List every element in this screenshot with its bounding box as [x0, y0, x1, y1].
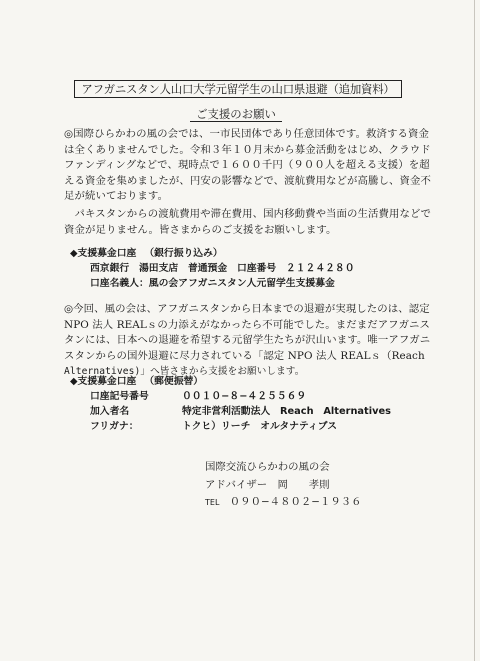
- tel-number: ０９０−４８０２−１９３６: [229, 496, 362, 508]
- postal-transfer-section: [70, 374, 410, 434]
- intro-line: ◎国際ひらかわの風の会では、一市民団体であり任意団体です。救済する資金: [64, 128, 430, 140]
- reach-line: ◎今回、風の会は、アフガニスタンから日本までの退避が実現したのは、認定: [64, 303, 430, 315]
- postal-kana-label: フリガナ：: [90, 421, 139, 432]
- bank-transfer-section: [70, 246, 410, 291]
- postal-account-row: [70, 389, 410, 404]
- bank-account: 西京銀行 湯田支店 普通預金 口座番号 ２１２４２８０: [90, 263, 355, 274]
- intro-line: は全くありませんでした。令和３年１０月末から募金活動をはじめ、クラウド: [64, 143, 431, 156]
- postal-kana-value: トクヒ）リーチ オルタナティブス: [182, 421, 337, 432]
- page-edge-line: [474, 0, 475, 661]
- postal-kana-row: [70, 419, 410, 434]
- signature-advisor: アドバイザー 岡 孝則: [205, 478, 330, 491]
- appeal-line: パキスタンからの渡航費用や滞在費用、国内移動費や当面の生活費用などで: [64, 208, 431, 220]
- appeal-line: 資金が足りません。皆さまからのご支援をお願いします。: [64, 223, 337, 236]
- postal-account-value: ００１０−８−４２５５６９: [182, 391, 307, 402]
- document-subtitle: ご支援のお願い: [190, 107, 282, 122]
- bank-heading-prefix: ◆支援募金口座: [70, 248, 137, 259]
- reach-line: タンには、日本への退避を希望する元留学生たちが沢山います。唯一アフガニ: [64, 334, 431, 346]
- intro-line: 足が続いております。: [64, 190, 169, 202]
- reach-line: NPO 法人 REALｓの力添えがなかったら不可能でした。まだまだアフガニス: [64, 318, 431, 331]
- document-title: アフガニスタン人山口大学元留学生の山口県退避（追加資料）: [74, 80, 402, 98]
- postal-heading-type: （郵便振替）: [144, 376, 204, 387]
- bank-account-holder: 口座名義人：風の会アフガニスタン人元留学生支援募金: [90, 278, 335, 289]
- intro-line: える資金を集めましたが、円安の影響などで、渡航費用などが高騰し、資金不: [64, 174, 431, 187]
- postal-account-label: 口座記号番号: [90, 391, 149, 402]
- signature-tel-row: [205, 494, 385, 512]
- tel-label: TEL: [205, 498, 220, 507]
- bank-heading-type: （銀行振り込み）: [144, 248, 223, 259]
- postal-member-label: 加入者名: [90, 406, 130, 417]
- postal-member-value: 特定非営利活動法人 Reach Alternatives: [182, 406, 391, 417]
- appeal-paragraph: [64, 207, 431, 238]
- postal-heading: [70, 374, 410, 389]
- reach-line: スタンからの国外退避に尽力されている「認定 NPO 法人 REALｓ（Reach: [64, 349, 425, 362]
- bank-heading: [70, 246, 410, 261]
- reach-paragraph: [64, 302, 431, 380]
- signature-org: 国際交流ひらかわの風の会: [205, 461, 330, 473]
- signature-block: [205, 459, 385, 512]
- reach-line: Alternatives)」へ皆さまから支援をお願いします。: [64, 366, 305, 377]
- intro-line: ファンディングなどで、現時点で１６００千円（９００人を超える支援）を超: [64, 159, 430, 171]
- postal-heading-prefix: ◆支援募金口座: [70, 376, 137, 387]
- intro-paragraph: [64, 127, 431, 205]
- postal-member-row: [70, 404, 410, 419]
